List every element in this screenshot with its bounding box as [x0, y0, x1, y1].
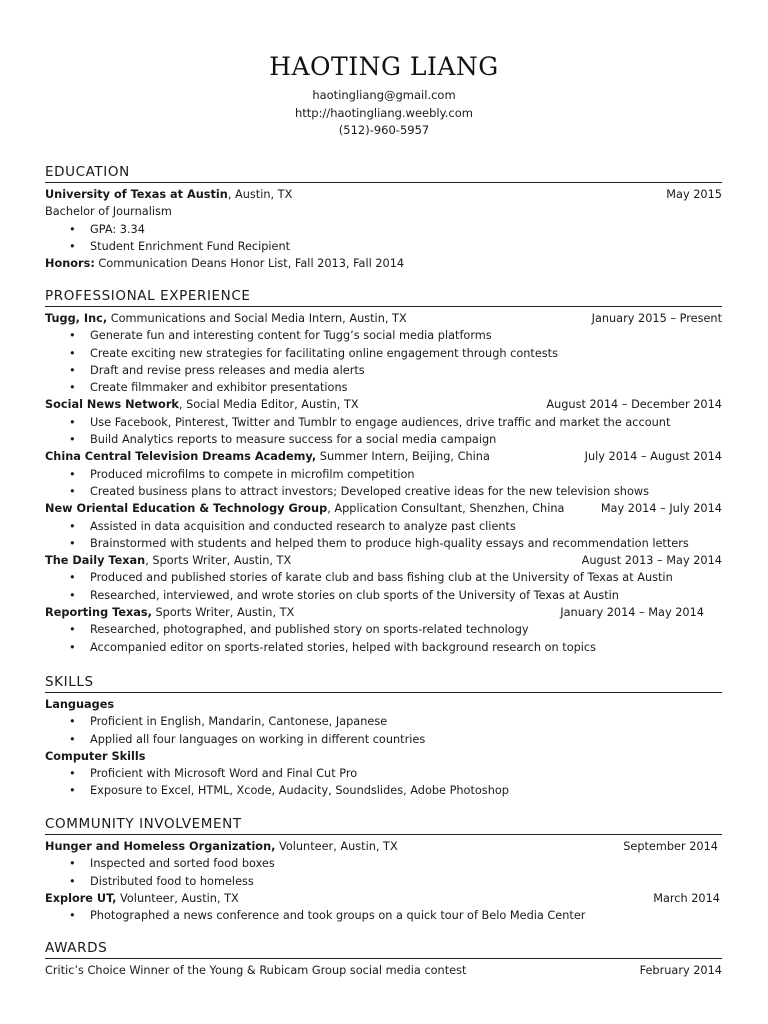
education-heading: EDUCATION	[45, 164, 722, 183]
job-org: China Central Television Dreams Academy,	[45, 450, 317, 464]
community-date: March 2014	[653, 891, 720, 905]
job-header	[45, 604, 722, 621]
job-org: Reporting Texas,	[45, 606, 152, 620]
skills-heading: SKILLS	[45, 674, 722, 693]
job-bullet: • Created business plans to attract investors; Developed creative ideas for the new television shows	[45, 483, 722, 500]
job-role: Communications and Social Media Intern, Austin, TX	[107, 312, 407, 325]
community-bullet: • Inspected and sorted food boxes	[45, 855, 722, 872]
job-bullet: • Accompanied editor on sports-related stories, helped with background research on topics	[45, 639, 722, 656]
school-location: , Austin, TX	[227, 188, 293, 201]
job-date: January 2015 – Present	[591, 312, 722, 325]
skill-group-name: Computer Skills	[45, 749, 146, 763]
job-role: , Sports Writer, Austin, TX	[145, 554, 292, 568]
job-bullet: • Create filmmaker and exhibitor presentations	[45, 379, 722, 396]
award-entry	[45, 962, 722, 979]
job-org: The Daily Texan	[45, 554, 146, 568]
job-bullet: • Generate fun and interesting content for Tugg’s social media platforms	[45, 327, 722, 344]
job-header	[45, 552, 722, 569]
skill-group-name: Languages	[45, 698, 115, 711]
honors-text: Communication Deans Honor List, Fall 2013, Fall 2014	[94, 257, 405, 271]
job-org: Tugg, Inc,	[45, 312, 108, 325]
job-bullet: • Produced microfilms to compete in microfilm competition	[45, 466, 722, 483]
contact-phone: (512)-960-5957	[338, 123, 430, 137]
community-org: Hunger and Homeless Organization,	[45, 840, 276, 853]
skill-bullet: • Proficient in English, Mandarin, Cantonese, Japanese	[45, 713, 722, 730]
job-role: , Social Media Editor, Austin, TX	[178, 398, 359, 412]
job-org: New Oriental Education & Technology Group	[45, 502, 328, 516]
skills-section	[45, 674, 722, 800]
job-header	[45, 500, 722, 517]
job-date: August 2013 – May 2014	[581, 554, 722, 568]
community-role: Volunteer, Austin, TX	[275, 840, 398, 853]
job-org: Social News Network	[45, 398, 179, 412]
education-entry	[45, 186, 722, 203]
experience-section	[45, 288, 722, 656]
education-section	[45, 164, 722, 272]
job-bullet: • Build Analytics reports to measure success for a social media campaign	[45, 431, 722, 448]
community-date: September 2014	[623, 840, 718, 853]
job-bullet: • Draft and revise press releases and media alerts	[45, 362, 722, 379]
degree: Bachelor of Journalism	[45, 205, 172, 219]
community-bullet: • Distributed food to homeless	[45, 873, 722, 890]
candidate-name: HAOTING LIANG	[269, 52, 499, 81]
community-entry	[45, 890, 722, 907]
education-bullet: • GPA: 3.34	[45, 221, 722, 238]
award-text: Critic’s Choice Winner of the Young & Rubicam Group social media contest	[45, 964, 467, 977]
skill-group-label	[45, 748, 722, 765]
job-bullet: • Create exciting new strategies for facilitating online engagement through contests	[45, 345, 722, 362]
awards-heading: AWARDS	[45, 940, 722, 959]
job-bullet: • Researched, interviewed, and wrote stories on club sports of the University of Texas at Austin	[45, 587, 722, 604]
awards-section	[45, 940, 722, 979]
job-date: May 2014 – July 2014	[600, 502, 722, 516]
job-bullet: • Researched, photographed, and published story on sports-related technology	[45, 621, 722, 638]
job-bullet: • Assisted in data acquisition and conducted research to analyze past clients	[45, 518, 722, 535]
community-bullet: • Photographed a news conference and took groups on a quick tour of Belo Media Center	[45, 907, 722, 924]
job-bullet: • Produced and published stories of karate club and bass fishing club at the University of Texas at Austin	[45, 569, 722, 586]
experience-heading: PROFESSIONAL EXPERIENCE	[45, 288, 722, 307]
job-role: , Application Consultant, Shenzhen, China	[327, 502, 565, 516]
contact-website[interactable]: http://haotingliang.weebly.com	[294, 105, 473, 120]
honors	[45, 255, 722, 272]
job-role: Summer Intern, Beijing, China	[316, 450, 490, 464]
job-role: Sports Writer, Austin, TX	[151, 606, 295, 620]
job-date: August 2014 – December 2014	[546, 398, 722, 412]
skill-bullet: • Applied all four languages on working in different countries	[45, 731, 722, 748]
job-date: January 2014 – May 2014	[560, 606, 704, 620]
education-date: May 2015	[666, 188, 722, 201]
honors-label: Honors:	[45, 257, 95, 271]
skill-group-label	[45, 696, 722, 713]
skill-bullet: • Proficient with Microsoft Word and Final Cut Pro	[45, 765, 722, 782]
community-heading: COMMUNITY INVOLVEMENT	[45, 816, 722, 835]
community-entry	[45, 838, 722, 855]
community-section	[45, 816, 722, 924]
contact-email[interactable]: haotingliang@gmail.com	[312, 88, 456, 102]
job-header	[45, 310, 722, 327]
skill-bullet: • Exposure to Excel, HTML, Xcode, Audacity, Soundslides, Adobe Photoshop	[45, 782, 722, 799]
education-bullet: • Student Enrichment Fund Recipient	[45, 238, 722, 255]
job-date: July 2014 – August 2014	[584, 450, 722, 464]
job-bullet: • Use Facebook, Pinterest, Twitter and Tumblr to engage audiences, drive traffic and market the account	[45, 414, 722, 431]
award-date: February 2014	[639, 964, 722, 977]
job-header	[45, 448, 722, 465]
community-role: Volunteer, Austin, TX	[116, 891, 239, 905]
community-org: Explore UT,	[45, 891, 117, 905]
job-bullet: • Brainstormed with students and helped them to produce high-quality essays and recommendation letters	[45, 535, 722, 552]
school-name: University of Texas at Austin	[45, 188, 228, 201]
job-header	[45, 396, 722, 413]
